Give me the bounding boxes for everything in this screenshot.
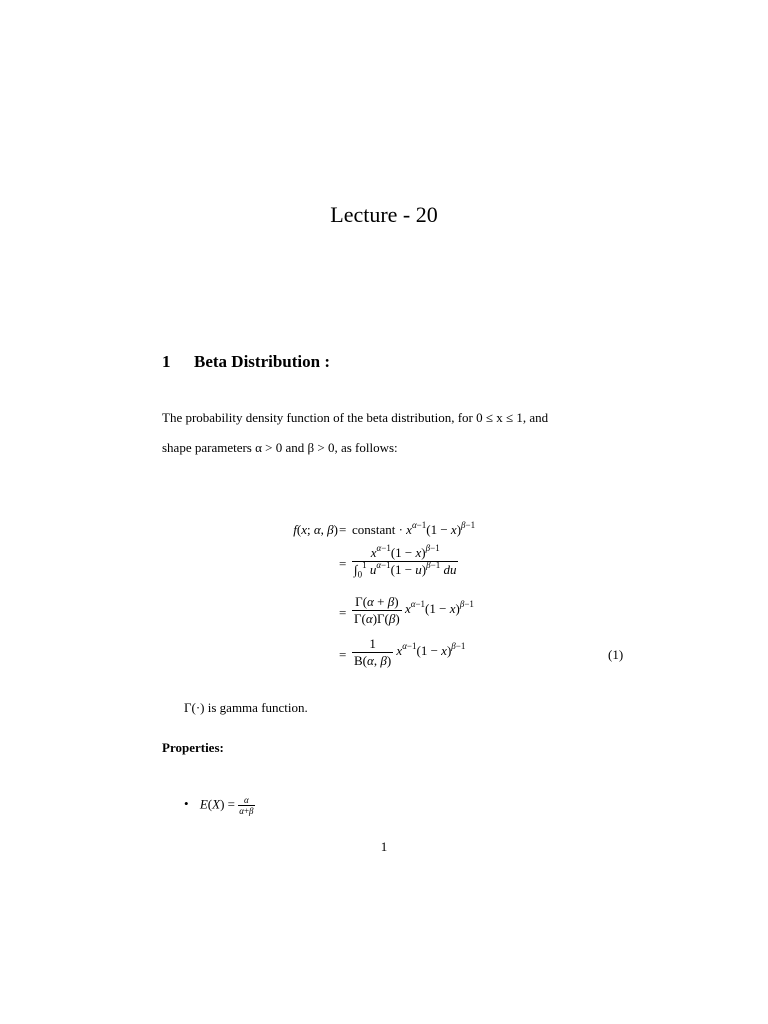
section-number: 1 [162,352,171,371]
bullet-icon: • [184,796,189,812]
equation-number: (1) [608,647,624,662]
document-page: Lecture - 20 1 Beta Distribution : The probability density function of the beta distribution, for 0 ≤ x ≤ 1, and shape parameters α > 0 and β > 0, as follows: f(x; α, β) = constant · $x^{\alpha-1}(1 - x)^{\beta-1}$ = $\frac{x^{\alpha-1}(1 - x)^{\beta-1}}{\int_0^1 u^{\alpha-1}(1 - u)^{\beta-1} du}$ = $\frac{\Gamma(\alpha + \beta)}{\Gamma(\alpha)\Gamma(\beta)}$ $x^{\alpha-1}(1 - x)^{\beta-1}$ = $\frac{1}{B(\alpha, \beta)}$ $x^{\alpha-1}(1 - x)^{\beta-1}$ (1) Γ(·) is gamma function. Properties: • E(X) = $\frac{\alpha}{\alpha+\beta}$ 1 [0,0,768,1024]
equation-lhs: f(x; α, β) [293,522,338,537]
lecture-title: Lecture - 20 [330,202,438,227]
beta-fraction: $\frac{1}{B(\alpha, \beta)}$ [354,636,392,668]
properties-heading: Properties: [162,740,224,755]
page-number: 1 [380,839,388,854]
expectation-fraction: $\frac{\alpha}{\alpha+\beta}$ [239,795,254,816]
section-heading [162,352,330,372]
integral-fraction: $\frac{x^{\alpha-1}(1 - x)^{\beta-1}}{\int_0^1 u^{\alpha-1}(1 - u)^{\beta-1} du}$ [354,543,457,580]
intro-line-2: shape parameters α > 0 and β > 0, as follows: [162,440,398,455]
gamma-fraction: $\frac{\Gamma(\alpha + \beta)}{\Gamma(\alpha)\Gamma(\beta)}$ [354,594,400,626]
property-item: • E(X) = $\frac{\alpha}{\alpha+\beta}$ [184,795,254,816]
gamma-note: Γ(·) is gamma function. [184,700,308,715]
section-title: Beta Distribution : [194,352,330,371]
intro-line-1: The probability density function of the beta distribution, for 0 ≤ x ≤ 1, and [162,410,549,425]
equation-rhs-constant: constant · $x^{\alpha-1}(1 - x)^{\beta-1}$ [352,520,476,537]
